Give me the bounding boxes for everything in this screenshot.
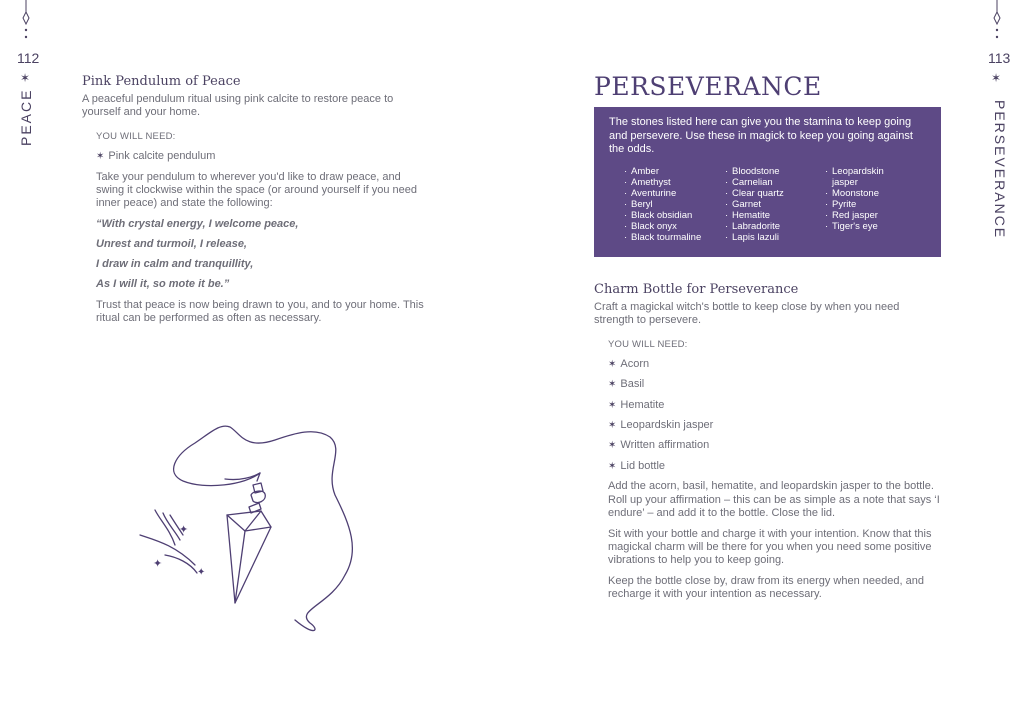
stones-column-1 xyxy=(624,166,701,243)
stones-column-3 xyxy=(825,166,884,232)
page-number-left: 112 xyxy=(17,50,40,66)
need-label: YOU WILL NEED: xyxy=(608,339,688,350)
ritual-intro: yourself and your home. xyxy=(82,106,201,118)
stone-item: · Black obsidian xyxy=(624,210,701,221)
ritual-intro: Craft a magickal witch's bottle to keep close by when you need xyxy=(594,301,900,313)
instruction-text: recharge it with your intention as necessary. xyxy=(608,588,822,600)
stone-item: jasper xyxy=(832,177,858,188)
bullet-star-icon: ✶ xyxy=(608,461,617,472)
instruction-text: endure’ – and add it to the bottle. Close the lid. xyxy=(608,507,836,519)
list-item: ✶ Acorn xyxy=(608,358,650,370)
stone-item: · Beryl xyxy=(624,199,701,210)
chant-line: I draw in calm and tranquillity, xyxy=(96,258,254,270)
page-number-right: 113 xyxy=(988,50,1011,66)
ritual-title: Charm Bottle for Perseverance xyxy=(594,282,799,297)
stone-item: · Carnelian xyxy=(725,177,784,188)
star-icon: ✶ xyxy=(991,71,1002,85)
instruction-text: vibrations to help you to keep going. xyxy=(608,554,785,566)
stone-item: · Red jasper xyxy=(825,210,884,221)
instruction-text: Sit with your bottle and charge it with your intention. Know that this xyxy=(608,528,932,540)
stone-item: · Lapis lazuli xyxy=(725,232,784,243)
bullet-star-icon: ✶ xyxy=(608,420,617,431)
svg-text:✦: ✦ xyxy=(153,558,163,570)
svg-text:✦: ✦ xyxy=(197,567,206,578)
instruction-text: Roll up your affirmation – this can be as simple as a note that says ‘I xyxy=(608,494,940,506)
chant-line: “With crystal energy, I welcome peace, xyxy=(96,218,299,230)
ornament-icon xyxy=(991,0,1003,42)
closing-text: ritual can be performed as often as necessary. xyxy=(96,312,322,324)
section-label-left: PEACE xyxy=(18,88,34,146)
stones-column-2 xyxy=(725,166,784,243)
stones-box xyxy=(594,107,941,257)
stone-item: · Bloodstone xyxy=(725,166,784,177)
instruction-text: swing it clockwise within the space (or around yourself if you need xyxy=(96,184,417,196)
stone-item: · Tiger's eye xyxy=(825,221,884,232)
ritual-title: Pink Pendulum of Peace xyxy=(82,74,241,89)
bullet-star-icon: ✶ xyxy=(608,379,617,390)
bullet-star-icon: ✶ xyxy=(608,359,617,370)
instruction-text: Keep the bottle close by, draw from its energy when needed, and xyxy=(608,575,924,587)
stone-item: · Black onyx xyxy=(624,221,701,232)
bullet-star-icon: ✶ xyxy=(96,151,105,162)
stone-item: · Moonstone xyxy=(825,188,884,199)
instruction-text: magickal charm will be there for you when you need some positive xyxy=(608,541,932,553)
stone-item: · Amethyst xyxy=(624,177,701,188)
bullet-star-icon: ✶ xyxy=(608,440,617,451)
stone-item: · Hematite xyxy=(725,210,784,221)
stone-item: · Pyrite xyxy=(825,199,884,210)
stone-item: · Black tourmaline xyxy=(624,232,701,243)
stone-item: · Amber xyxy=(624,166,701,177)
ornament-icon xyxy=(20,0,32,42)
bullet-star-icon: ✶ xyxy=(608,400,617,411)
chant-line: Unrest and turmoil, I release, xyxy=(96,238,247,250)
pendulum-illustration xyxy=(135,415,365,635)
page-title: PERSEVERANCE xyxy=(594,72,822,101)
instruction-text: Add the acorn, basil, hematite, and leopardskin jasper to the bottle. xyxy=(608,480,934,492)
ritual-intro: A peaceful pendulum ritual using pink calcite to restore peace to xyxy=(82,93,394,105)
svg-text:✦: ✦ xyxy=(179,524,189,536)
list-item: ✶ Leopardskin jasper xyxy=(608,419,714,431)
stone-item: · Labradorite xyxy=(725,221,784,232)
stone-item: · Garnet xyxy=(725,199,784,210)
closing-text: Trust that peace is now being drawn to you, and to your home. This xyxy=(96,299,424,311)
star-icon: ✶ xyxy=(20,71,31,85)
ritual-intro: strength to persevere. xyxy=(594,314,702,326)
list-item: ✶ Hematite xyxy=(608,399,665,411)
list-item: ✶ Pink calcite pendulum xyxy=(96,150,216,162)
list-item: ✶ Written affirmation xyxy=(608,439,710,451)
stone-item: · Leopardskin xyxy=(825,166,884,177)
section-label-right: PERSEVERANCE xyxy=(992,100,1008,240)
stone-item: · Clear quartz xyxy=(725,188,784,199)
stone-item: · Aventurine xyxy=(624,188,701,199)
stones-intro: The stones listed here can give you the stamina to keep going and persevere. Use these in magick to keep you going against the odds. xyxy=(609,116,913,155)
need-label: YOU WILL NEED: xyxy=(96,131,176,142)
list-item: ✶ Basil xyxy=(608,378,645,390)
instruction-text: inner peace) and state the following: xyxy=(96,197,273,209)
chant-line: As I will it, so mote it be.” xyxy=(96,278,230,290)
instruction-text: Take your pendulum to wherever you'd like to draw peace, and xyxy=(96,171,401,183)
list-item: ✶ Lid bottle xyxy=(608,460,666,472)
